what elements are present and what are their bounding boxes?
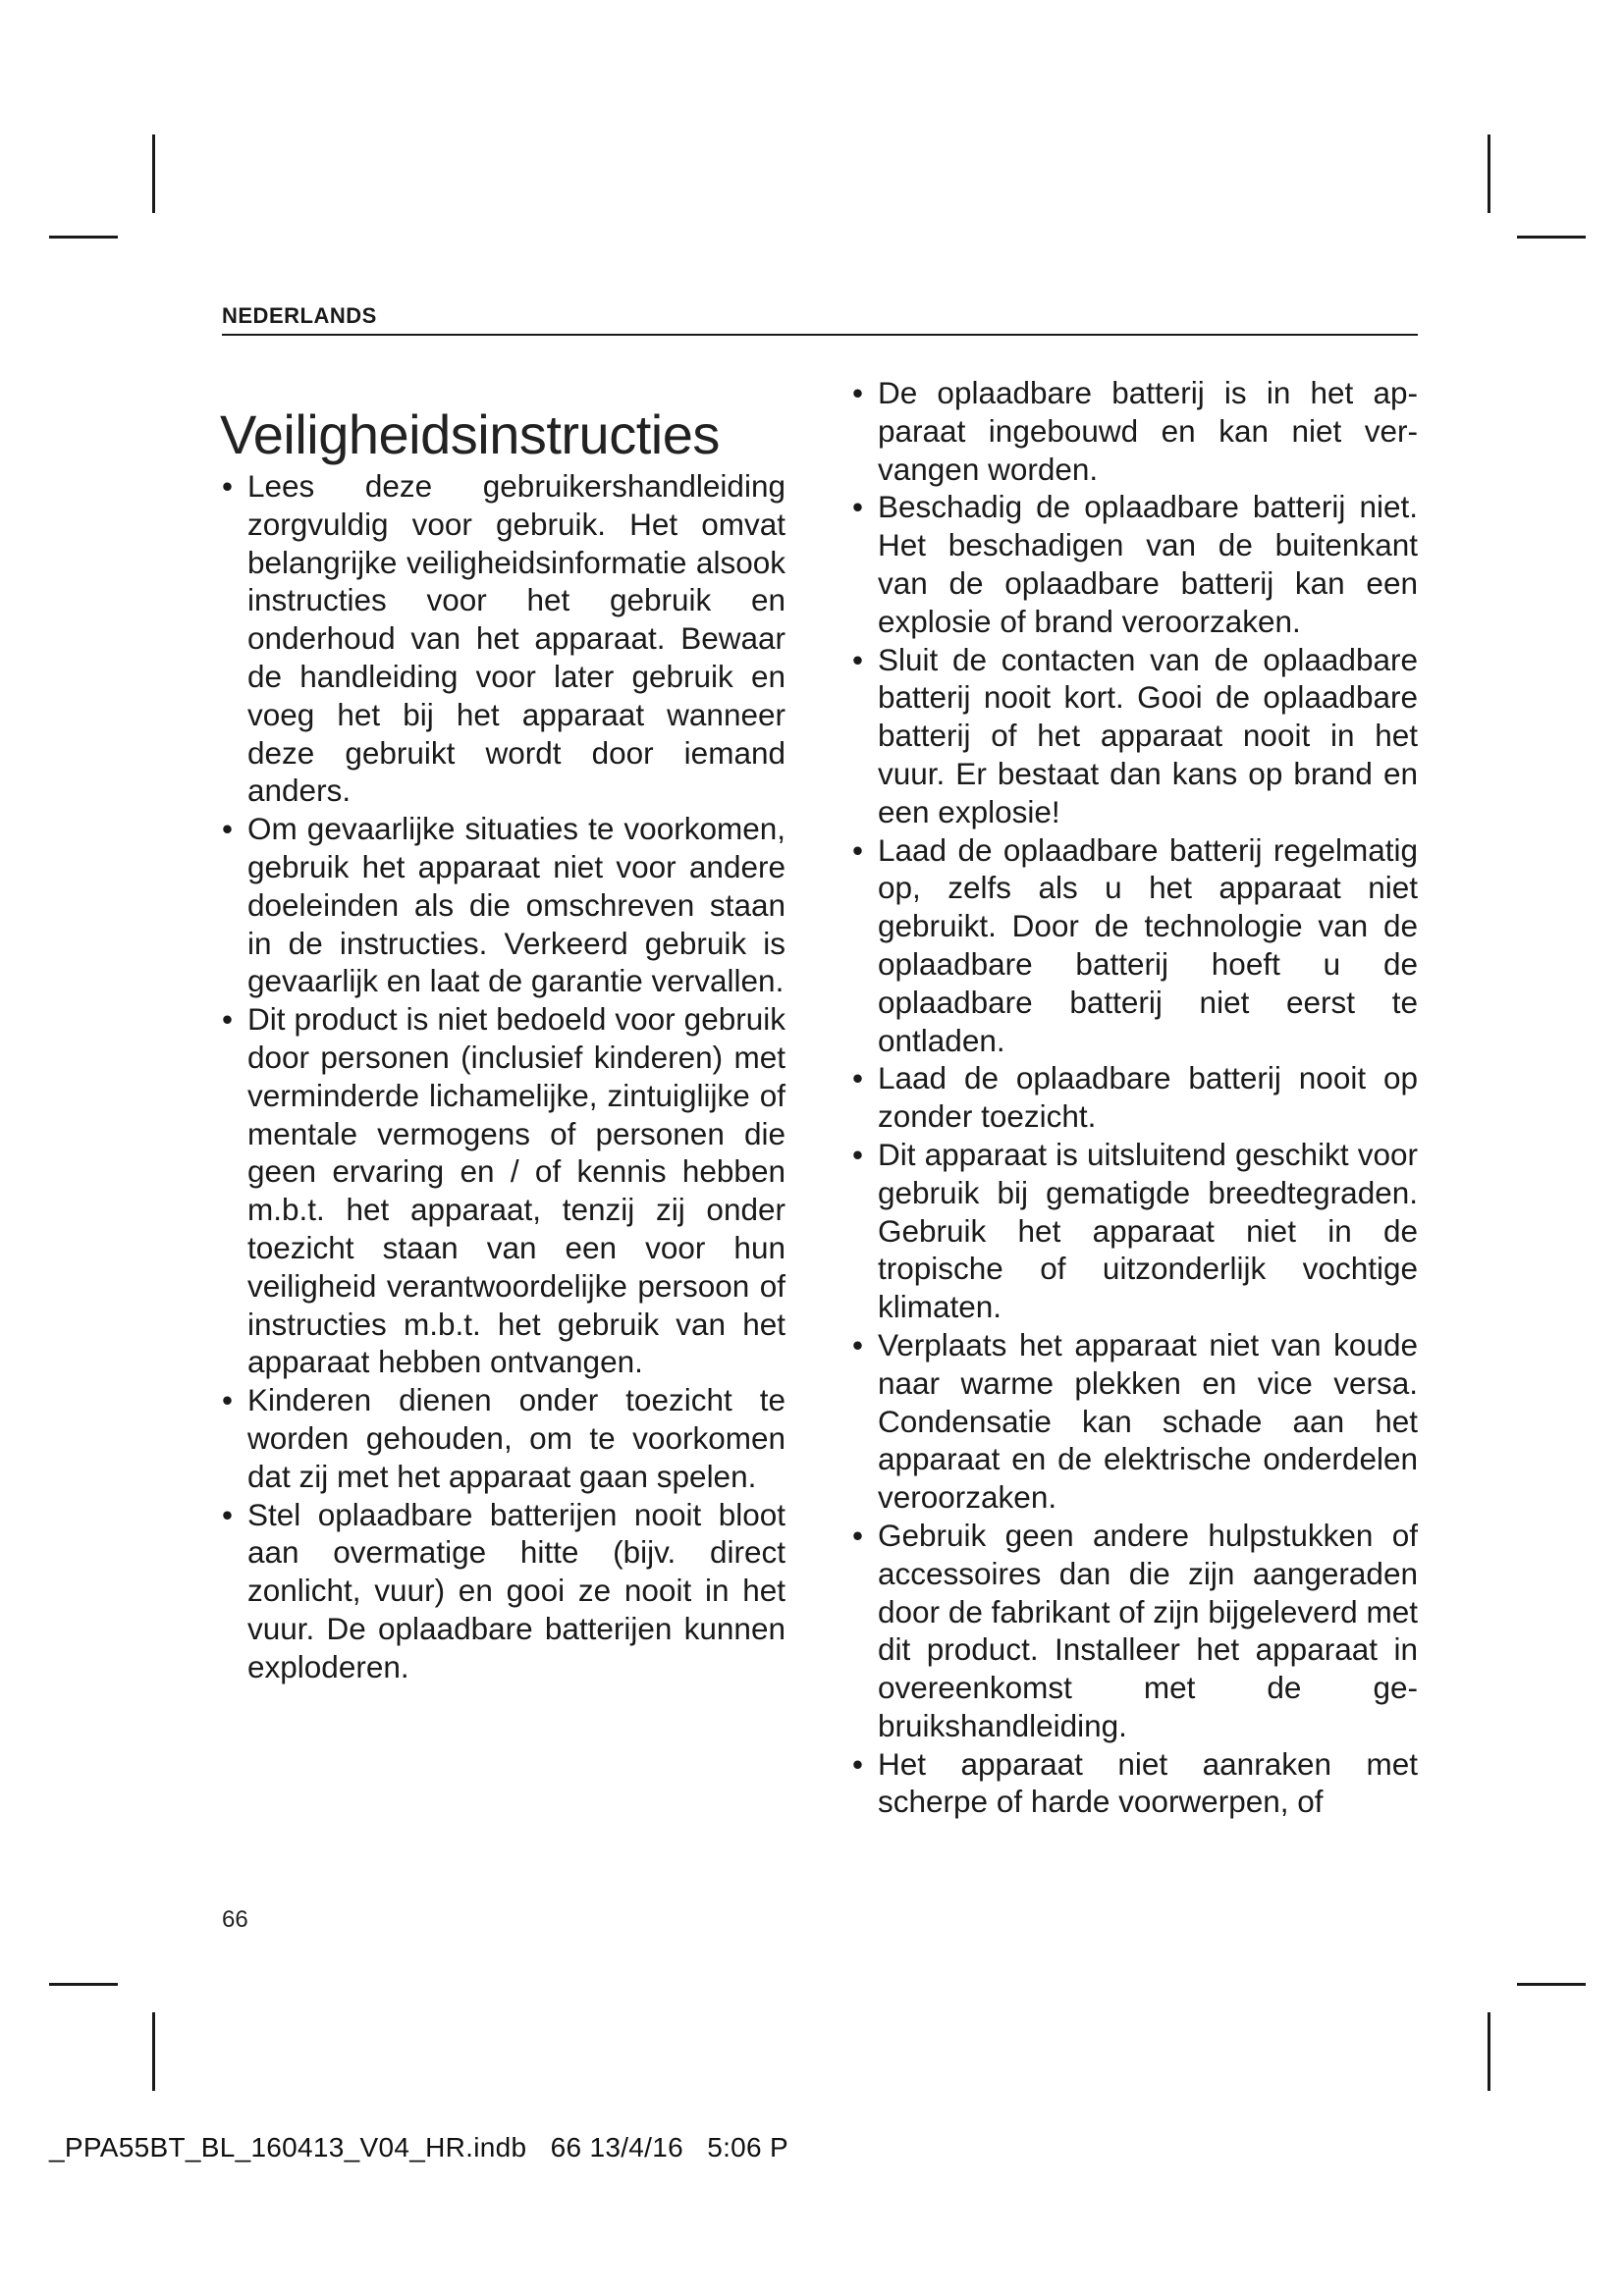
crop-mark-top-left-vertical	[152, 134, 155, 213]
list-item: • Lees deze gebruikershandleiding zorgvuldig voor gebruik. Het omvat belangrijke veiligheidsinformatie alsook instructies voor het gebruik en onderhoud van het apparaat. Bewaar de handleiding voor later gebruik en voeg het bij het apparaat wanneer deze gebruikt wordt door iemand anders.	[222, 467, 785, 810]
safety-list-right-column	[852, 374, 1418, 1821]
list-item: • Gebruik geen andere hulpstukken of accessoires dan die zijn aangeraden door de fabrikant of zijn bijgeleverd met dit product. Installeer het apparaat in overeenkomst met de gebruikshandleiding.	[852, 1517, 1418, 1745]
page-title: Veiligheidsinstructies	[220, 402, 720, 465]
header-divider	[222, 334, 1418, 336]
crop-mark-bottom-left-horizontal	[49, 1983, 118, 1986]
crop-mark-bottom-right-horizontal	[1517, 1983, 1586, 1986]
crop-mark-top-left-horizontal	[49, 236, 118, 239]
list-item: • Verplaats het apparaat niet van koude naar warme plekken en vice versa. Condensatie kan schade aan het apparaat en de elektrische onderdelen veroorzaken.	[852, 1326, 1418, 1517]
crop-mark-bottom-left-vertical	[152, 2012, 155, 2091]
section-language-label: NEDERLANDS	[222, 303, 377, 328]
list-item: • Laad de oplaadbare batterij regelmatig op, zelfs als u het apparaat niet gebruikt. Door de technologie van de oplaadbare batterij hoeft u de oplaadbare batterij niet eerst te ontladen.	[852, 831, 1418, 1060]
crop-mark-bottom-right-vertical	[1488, 2012, 1490, 2091]
safety-list-left-column	[222, 467, 785, 1686]
crop-mark-top-right-vertical	[1488, 134, 1490, 213]
list-item: • Beschadig de oplaadbare batterij niet. Het beschadigen van de buitenkant van de oplaadbare batterij kan een explosie of brand veroorzaken.	[852, 488, 1418, 640]
page-number: 66	[222, 1906, 248, 1933]
list-item: • Stel oplaadbare batterijen nooit bloot aan overmatige hitte (bijv. direct zonlicht, vuur) en gooi ze nooit in het vuur. De oplaadbare batterijen kunnen exploderen.	[222, 1496, 785, 1686]
list-item: • Dit apparaat is uitsluitend geschikt voor gebruik bij gematigde breedtegraden. Gebruik het apparaat niet in de tropische of uitzonderlijk vochtige klimaten.	[852, 1136, 1418, 1326]
crop-mark-top-right-horizontal	[1517, 236, 1586, 239]
list-item: • Het apparaat niet aanraken met scherpe of harde voorwerpen, of	[852, 1745, 1418, 1822]
list-item: • Laad de oplaadbare batterij nooit op zonder toezicht.	[852, 1059, 1418, 1136]
list-item: • De oplaadbare batterij is in het apparaat ingebouwd en kan niet vervangen worden.	[852, 374, 1418, 488]
list-item: • Om gevaarlijke situaties te voorkomen, gebruik het apparaat niet voor andere doeleinden als die omschreven staan in de instructies. Verkeerd gebruik is gevaarlijk en laat de garantie vervallen.	[222, 810, 785, 1000]
list-item: • Sluit de contacten van de oplaadbare batterij nooit kort. Gooi de oplaadbare batterij of het apparaat nooit in het vuur. Er bestaat dan kans op brand en een explosie!	[852, 641, 1418, 831]
print-slug: _PPA55BT_BL_160413_V04_HR.indb 66 13/4/16 5:06 P	[49, 2132, 788, 2163]
list-item: • Kinderen dienen onder toezicht te worden gehouden, om te voorkomen dat zij met het apparaat gaan spelen.	[222, 1381, 785, 1495]
list-item: • Dit product is niet bedoeld voor gebruik door personen (inclusief kinderen) met verminderde lichamelijke, zintuiglijke of mentale vermogens of personen die geen ervaring en / of kennis hebben m.b.t. het apparaat, tenzij zij onder toezicht staan van een voor hun veiligheid verantwoordelijke persoon of instructies m.b.t. het gebruik van het apparaat hebben ontvangen.	[222, 1000, 785, 1381]
